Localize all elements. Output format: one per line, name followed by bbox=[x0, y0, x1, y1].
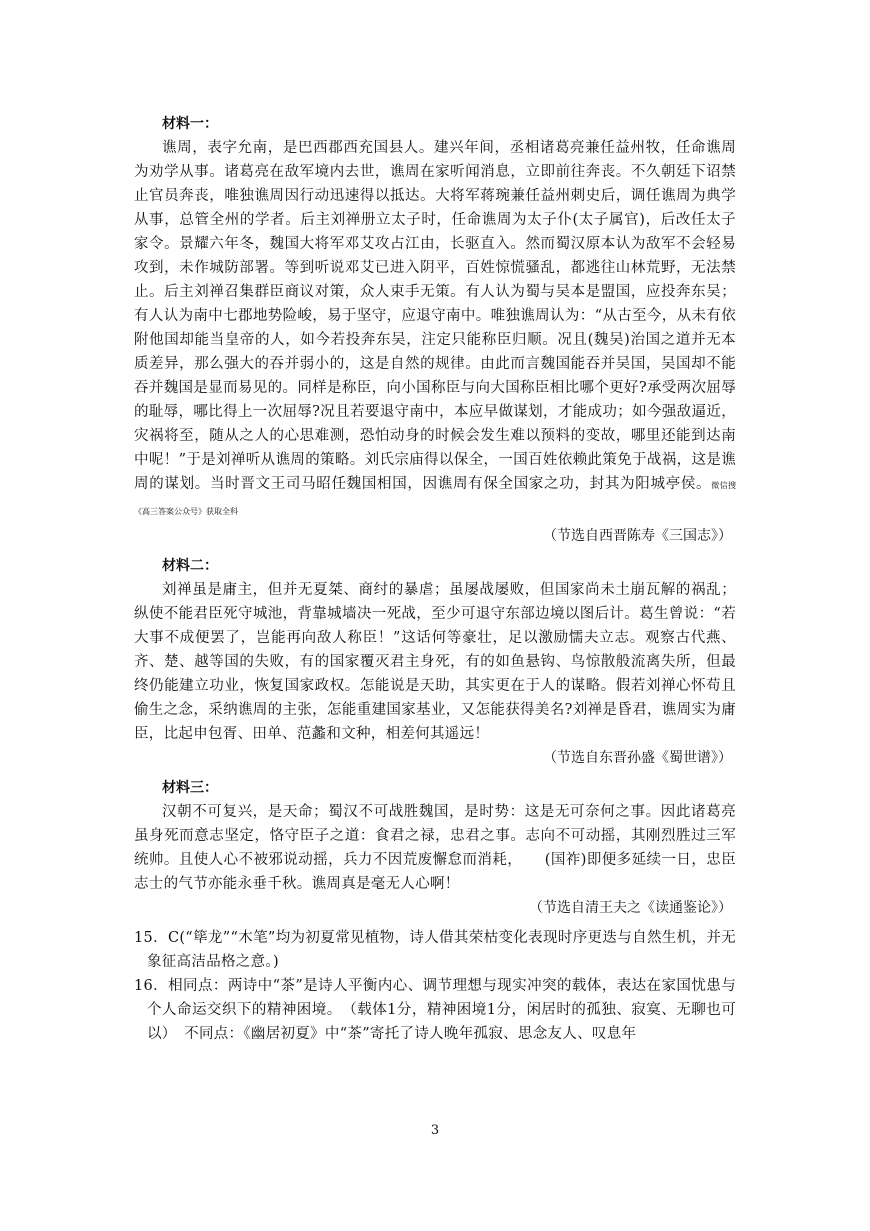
material-heading: 材料三： bbox=[162, 780, 218, 796]
material-1 bbox=[134, 112, 736, 548]
watermark-note: 微信搜《高三答案公众号》获取全科 bbox=[134, 481, 736, 516]
material-2 bbox=[134, 554, 736, 770]
page-number: 3 bbox=[430, 1123, 440, 1138]
material-source: （节选自西晋陈寿《三国志》） bbox=[543, 528, 732, 544]
answer-item: 15．C(“筚龙”“木笔”均为初夏常见植物，诗人借其荣枯变化表现时序更迭与自然生机，并无象征高洁品格之意。) bbox=[134, 930, 736, 970]
answer-item: 16．相同点：两诗中“茶”是诗人平衡内心、调节理想与现实冲突的载体，表达在家国忧患与个人命运交织下的精神困境。 （载体1分，精神困境1分，闲居时的孤独、寂寞、无聊也可以） 不同点：《幽居初夏》中“茶”寄托了诗人晚年孤寂、思念友人、叹息年 bbox=[134, 978, 736, 1042]
material-heading: 材料一： bbox=[162, 116, 218, 132]
material-body bbox=[134, 136, 736, 524]
material-source: （节选自清王夫之《读通鉴论》） bbox=[529, 900, 732, 916]
material-source: （节选自东晋孙盛《蜀世谱》） bbox=[543, 750, 732, 766]
answer-section bbox=[134, 926, 736, 1046]
material-3 bbox=[134, 776, 736, 920]
material-text: 谯周，表字允南，是巴西郡西充国县人。建兴年间，丞相诸葛亮兼任益州牧，任命谯周为劝学从事。诸葛亮在敌军境内去世，谯周在家听闻消息，立即前往奔丧。不久朝廷下诏禁止官员奔丧，唯独谯周因行动迅速得以抵达。大将军蒋琬兼任益州刺史后，调任谯周为典学从事，总管全州的学者。后主刘禅册立太子时，任命谯周为太子仆(太子属官)，后改任太子家令。景耀六年冬，魏国大将军邓艾攻占江由，长驱直入。然而蜀汉原本认为敌军不会轻易攻到，未作城防部署。等到听说邓艾已进入阴平，百姓惊慌骚乱，都逃往山林荒野，无法禁止。后主刘禅召集群臣商议对策，众人束手无策。有人认为蜀与吴本是盟国，应投奔东吴；有人认为南中七郡地势险峻，易于坚守，应退守南中。唯独谯周认为：“从古至今，从未有依附他国却能当皇帝的人，如今若投奔东吴，注定只能称臣归顺。况且(魏吴)治国之道并无本质差异，那么强大的吞并弱小的，这是自然的规律。由此而言魏国能吞并吴国，吴国却不能吞并魏国是显而易见的。同样是称臣，向小国称臣与向大国称臣相比哪个更好?承受两次屈辱的耻辱，哪比得上一次屈辱?况且若要退守南中，本应早做谋划，才能成功；如今强敌逼近，灾祸将至，随从之人的心思难测，恐怕动身的时候会发生难以预料的变故，哪里还能到达南中呢！”于是刘禅听从谯周的策略。刘氏宗庙得以保全，一国百姓依赖此策免于战祸，这是谯周的谋划。当时晋文王司马昭任魏国相国，因谯周有保全国家之功，封其为阳城亭侯。 bbox=[134, 140, 736, 492]
material-body: 汉朝不可复兴，是天命；蜀汉不可战胜魏国，是时势：这是无可奈何之事。因此诸葛亮虽身死而意志坚定，恪守臣子之道：食君之禄，忠君之事。志向不可动摇，其刚烈胜过三军统帅。且使人心不被邪说动摇，兵力不因荒废懈怠而消耗， (国祚)即便多延续一日，忠臣志士的气节亦能永垂千秋。谯周真是毫无人心啊！ bbox=[134, 804, 736, 892]
material-body: 刘禅虽是庸主，但并无夏桀、商纣的暴虐；虽屡战屡败，但国家尚未土崩瓦解的祸乱；纵使不能君臣死守城池，背靠城墙决一死战，至少可退守东部边境以图后计。葛生曾说：“若大事不成便罢了，岂能再向敌人称臣！”这话何等豪壮，足以激励懦夫立志。观察古代燕、齐、楚、越等国的失败，有的国家覆灭君主身死，有的如鱼悬钩、鸟惊散般流离失所，但最终仍能建立功业，恢复国家政权。怎能说是天助，其实更在于人的谋略。假若刘禅心怀苟且偷生之念，采纳谯周的主张，怎能重建国家基业，又怎能获得美名?刘禅是昏君，谯周实为庸臣，比起申包胥、田单、范蠡和文种，相差何其遥远！ bbox=[134, 582, 736, 742]
page-content bbox=[134, 112, 736, 1046]
material-heading: 材料二： bbox=[162, 558, 218, 574]
